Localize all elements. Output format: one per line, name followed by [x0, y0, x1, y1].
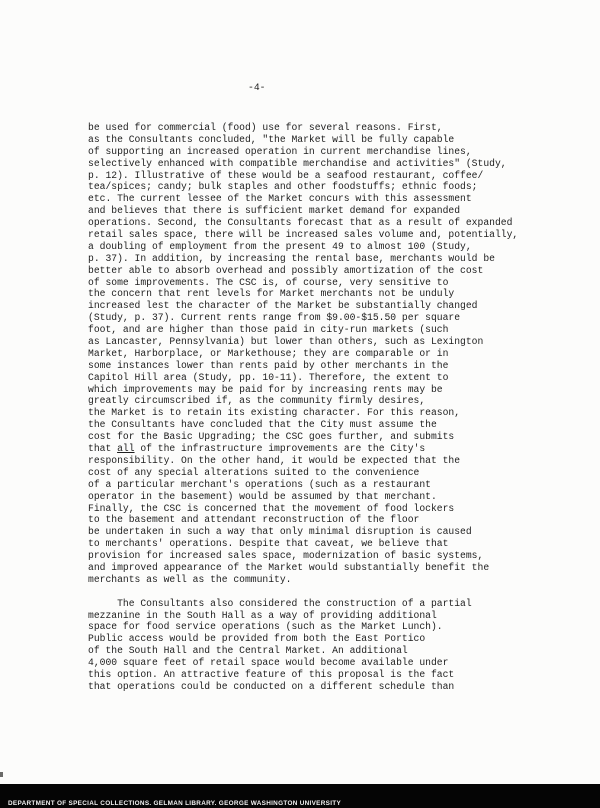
body-line: greatly circumscribed if, as the community firmly desires,: [88, 395, 426, 407]
body-line: of a particular merchant's operations (such as a restaurant: [88, 478, 431, 490]
body-line: increased lest the character of the Market be substantially changed: [88, 300, 478, 312]
scan-artifact: [0, 772, 3, 777]
body-line: and believes that there is sufficient market demand for expanded: [88, 205, 461, 217]
body-line: some instances lower than rents paid by other merchants in the: [88, 359, 449, 371]
body-line: Market, Harborplace, or Markethouse; they are comparable or in: [88, 347, 449, 359]
body-line: this option. An attractive feature of this proposal is the fact: [88, 668, 455, 680]
body-line: operations. Second, the Consultants forecast that as a result of expanded: [88, 217, 513, 229]
page-number: -4-: [248, 82, 266, 93]
body-line: that operations could be conducted on a different schedule than: [88, 680, 455, 692]
body-line: p. 12). Illustrative of these would be a seafood restaurant, coffee/: [88, 169, 484, 181]
body-line: responsibility. On the other hand, it would be expected that the: [88, 454, 461, 466]
footer-bar: [0, 784, 600, 808]
body-line: better able to absorb overhead and possibly amortization of the cost: [88, 264, 484, 276]
body-line: etc. The current lessee of the Market concurs with this assessment: [88, 193, 472, 205]
body-line: which improvements may be paid for by increasing rents may be: [88, 383, 443, 395]
body-line: The Consultants also considered the construction of a partial: [88, 597, 472, 609]
body-line: provision for increased sales space, modernization of basic systems,: [88, 550, 484, 562]
body-line: a doubling of employment from the present 49 to almost 100 (Study,: [88, 240, 472, 252]
body-line: cost for the Basic Upgrading; the CSC goes further, and submits: [88, 431, 455, 443]
body-line: the Market is to retain its existing character. For this reason,: [88, 407, 461, 419]
paragraph: [88, 598, 518, 693]
body-line: as the Consultants concluded, "the Market will be fully capable: [88, 133, 455, 145]
body-line: of supporting an increased operation in current merchandise lines,: [88, 145, 472, 157]
body-line: be used for commercial (food) use for several reasons. First,: [88, 122, 443, 133]
body-line: (Study, p. 37). Current rents range from $9.00-$15.50 per square: [88, 312, 461, 324]
body-line: that all of the infrastructure improvements are the City's: [88, 443, 426, 455]
body-line: the Consultants have concluded that the City must assume the: [88, 419, 437, 431]
paragraph: [88, 122, 518, 586]
body-line: selectively enhanced with compatible merchandise and activities" (Study,: [88, 157, 507, 169]
body-line: foot, and are higher than those paid in city-run markets (such: [88, 324, 449, 336]
body-line: tea/spices; candy; bulk staples and other foodstuffs; ethnic foods;: [88, 181, 478, 193]
body-line: retail sales space, there will be increased sales volume and, potentially,: [88, 229, 519, 241]
body-line: merchants as well as the community.: [88, 573, 292, 585]
body-line: 4,000 square feet of retail space would become available under: [88, 657, 449, 669]
body-line: mezzanine in the South Hall as a way of providing additional: [88, 609, 437, 621]
body-line: to merchants' operations. Despite that caveat, we believe that: [88, 538, 449, 550]
body-line: and improved appearance of the Market would substantially benefit the: [88, 561, 490, 573]
body-line: Capitol Hill area (Study, pp. 10-11). Therefore, the extent to: [88, 371, 449, 383]
body-line: space for food service operations (such as the Market Lunch).: [88, 621, 443, 633]
body-line: operator in the basement) would be assumed by that merchant.: [88, 490, 437, 502]
footer-label: DEPARTMENT OF SPECIAL COLLECTIONS. GELMAN LIBRARY. GEORGE WASHINGTON UNIVERSITY: [8, 800, 342, 807]
body-line: cost of any special alterations suited to the convenience: [88, 466, 420, 478]
body-line: of the South Hall and the Central Market. An additional: [88, 645, 408, 657]
body-line: Public access would be provided from both the East Portico: [88, 633, 426, 645]
document-body: [88, 122, 518, 693]
body-line: as Lancaster, Pennsylvania) but lower than others, such as Lexington: [88, 336, 484, 348]
body-line: the concern that rent levels for Market merchants not be unduly: [88, 288, 455, 300]
body-line: to the basement and attendant reconstruction of the floor: [88, 514, 420, 526]
body-line: be undertaken in such a way that only minimal disruption is caused: [88, 526, 472, 538]
body-line: p. 37). In addition, by increasing the rental base, merchants would be: [88, 252, 495, 264]
body-line: Finally, the CSC is concerned that the movement of food lockers: [88, 502, 455, 514]
body-line: of some improvements. The CSC is, of course, very sensitive to: [88, 276, 449, 288]
